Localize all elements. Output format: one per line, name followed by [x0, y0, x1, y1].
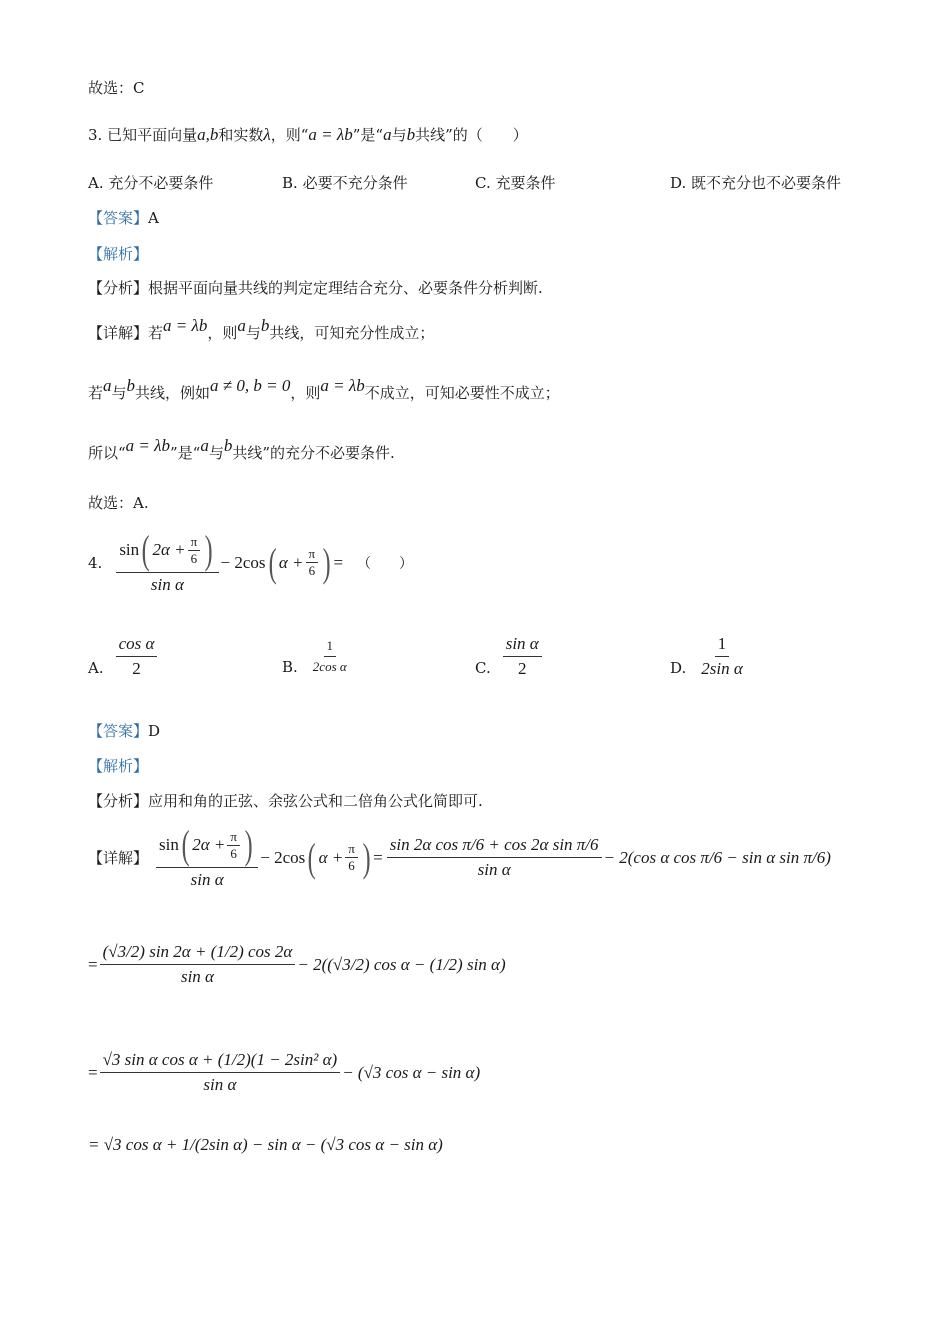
math-vars: a,b — [197, 125, 219, 144]
question-number: 4. — [88, 553, 103, 572]
q4-option-d: D. $\frac{1}{\text{2sin α}}$ — [670, 634, 743, 678]
q3-conclusion: 故选：A. — [88, 494, 149, 512]
q3-option-d: D. 既不充分也不必要条件 — [670, 174, 842, 192]
q4-detail-step-4: = √3 cos α + 1/(2sin α) − sin α − (√3 cos α − sin α) — [88, 1135, 443, 1154]
question-4-stem: 4. sin ( 2α + $\frac{\pi}{6}$ ) sin α − 2cos ( α + $\frac{\pi}{6}$ ) = （ ） — [88, 527, 414, 594]
q3-detail-1: 【详解】若a = λb，则a与b共线，可知充分性成立； — [88, 316, 435, 342]
q4-answer: 【答案】D — [88, 722, 161, 740]
q4-analysis-tag: 【解析】 — [88, 757, 149, 775]
prev-conclusion: 故选：C — [88, 79, 145, 97]
math-condition: a = λb — [308, 125, 353, 144]
q4-detail-step-1: 【详解】 sin ( 2α + $\frac{\pi}{6}$ ) sin α − 2cos ( α + $\frac{\pi}{6}$ ) = $\frac{\text{sin 2α cos π/6 + cos 2α sin π/6}}{\text{sin α}}$ − 2(cos α cos π/6 − sin α sin π/6) — [88, 822, 831, 889]
q3-fenxi: 【分析】根据平面向量共线的判定定理结合充分、必要条件分析判断. — [88, 279, 543, 297]
q3-option-c: C. 充要条件 — [475, 174, 556, 192]
question-3-stem: 3. 已知平面向量a,b和实数λ，则“a = λb”是“a与b共线”的（ ） — [88, 125, 528, 144]
q3-option-a: A. 充分不必要条件 — [88, 174, 214, 192]
q3-option-b: B. 必要不充分条件 — [282, 174, 408, 192]
q4-detail-step-3: = $\frac{\text{√3 sin α cos α + (1/2)(1 − 2sin² α)}}{\text{sin α}}$ − (√3 cos α − sin α) — [88, 1050, 481, 1094]
question-number: 3. — [88, 126, 103, 144]
q3-analysis-tag: 【解析】 — [88, 245, 149, 263]
q4-option-b: B. $\frac{1}{\text{2cos α}}$ — [282, 637, 347, 676]
q3-detail-3: 所以“a = λb”是“a与b共线”的充分不必要条件. — [88, 436, 395, 462]
answer-tag: 【答案】 — [88, 722, 149, 740]
q4-option-a: A. $\frac{\text{cos α}}{2}$ — [88, 634, 159, 679]
answer-tag: 【答案】 — [88, 209, 149, 227]
q3-answer: 【答案】A — [88, 209, 159, 227]
q3-detail-2: 若a与b共线，例如a ≠ 0, b = 0，则a = λb不成立，可知必要性不成立； — [88, 376, 560, 402]
q4-detail-step-2: = $\frac{(√3/2) \sin 2\alpha + (1/2) \cos 2\alpha}{\text{sin α}}$ − 2((√3/2) cos α − (1/2) sin α) — [88, 942, 506, 986]
q4-option-c: C. $\frac{\text{sin α}}{2}$ — [475, 634, 544, 679]
q4-fenxi: 【分析】应用和角的正弦、余弦公式和二倍角公式化简即可. — [88, 792, 483, 810]
